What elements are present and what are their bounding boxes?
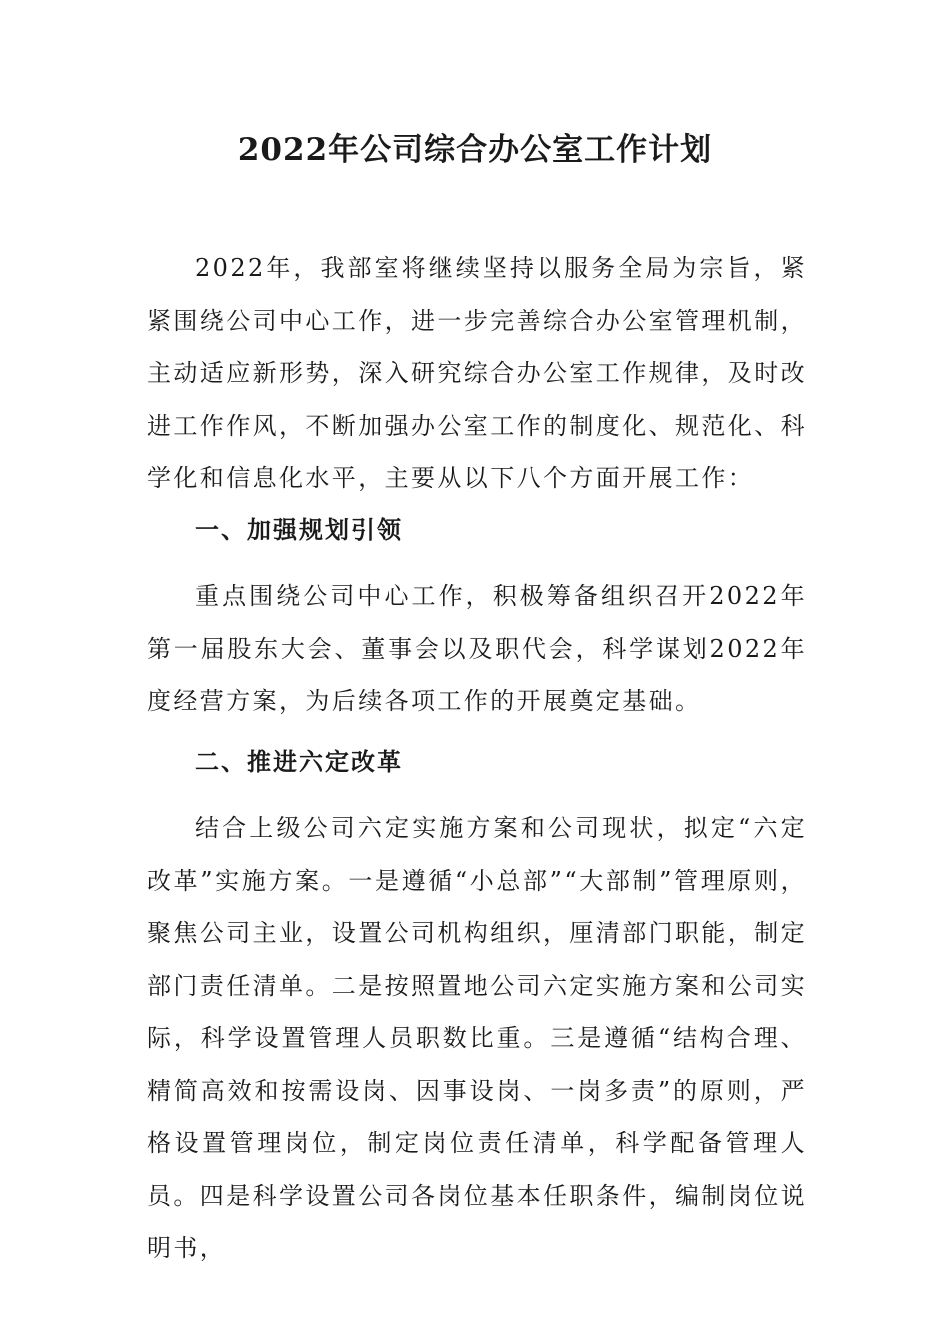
document-title: 2022年公司综合办公室工作计划 bbox=[237, 132, 713, 168]
section-heading-reform: 二、推进六定改革 bbox=[195, 747, 403, 776]
intro-paragraph: 2022年，我部室将继续坚持以服务全局为宗旨，紧紧围绕公司中心工作，进一步完善综合办公室管理机制，主动适应新形势，深入研究综合办公室工作规律，及时改进工作作风，不断加强办公室工作的制度化、规范化、科学化和信息化水平，主要从以下八个方面开展工作： bbox=[147, 254, 807, 492]
section-heading-planning: 一、加强规划引领 bbox=[195, 515, 403, 544]
section-paragraph-planning: 重点围绕公司中心工作，积极筹备组织召开2022年第一届股东大会、董事会以及职代会，科学谋划2022年度经营方案，为后续各项工作的开展奠定基础。 bbox=[147, 582, 807, 715]
section-paragraph-reform: 结合上级公司六定实施方案和公司现状，拟定“六定改革”实施方案。一是遵循“小总部”“大部制”管理原则，聚焦公司主业，设置公司机构组织，厘清部门职能，制定部门责任清单。二是按照置地公司六定实施方案和公司实际，科学设置管理人员职数比重。三是遵循“结构合理、精简高效和按需设岗、因事设岗、一岗多责”的原则，严格设置管理岗位，制定岗位责任清单，科学配备管理人员。四是科学设置公司各岗位基本任职条件，编制岗位说明书， bbox=[147, 814, 807, 1262]
